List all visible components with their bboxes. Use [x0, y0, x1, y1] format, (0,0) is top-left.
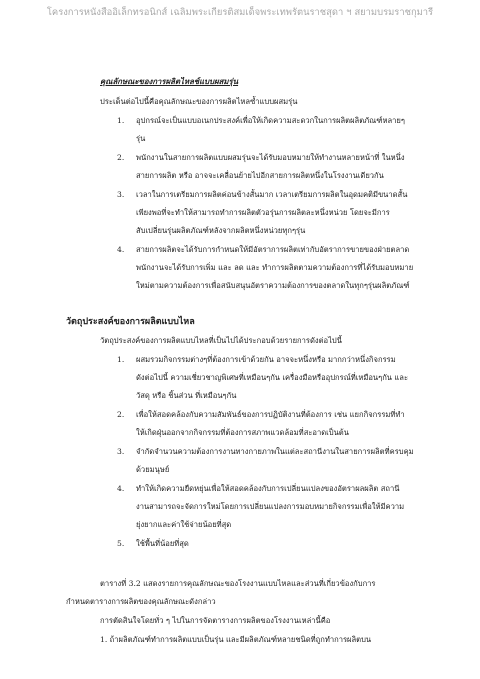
- page-header: โครงการหนังสืออิเล็กทรอนิกส์ เฉลิมพระเกียรติสมเด็จพระเทพรัตนราชสุดา ฯ สยามบรมราชกุมารี: [46, 7, 434, 18]
- paragraph4: การตัดสินใจโดยทั่ว ๆ ไปในการจัดตารางการผลิตของโรงงานเหล่านี้คือ: [100, 616, 331, 625]
- section2-item5-number: 5.: [117, 539, 125, 548]
- section1-item4-line2: พนักงานจะได้รับการเพิ่ม และ ลด และ ทำการผลิตตามความต้องการที่ได้รับมอบหมาย: [136, 263, 414, 272]
- section1-heading: คุณลักษณะของการผลิตไหลช์แบบผสมรุ่น: [100, 77, 239, 86]
- section1-item1-line1: อุปกรณ์จะเป็นแบบอเนกประสงค์เพื่อให้เกิดความสะดวกในการผลิตผลิตภัณฑ์หลายๆ: [136, 116, 405, 125]
- section2-item4-line3: ยุ่งยากและค่าใช้จ่ายน้อยที่สุด: [136, 520, 232, 529]
- section1-item4-line1: สายการผลิตจะได้รับการกำหนดให้มีอัตราการผลิตเท่ากับอัตราการขายของฝ่ายตลาด: [136, 245, 410, 254]
- section2-item2-line1: เพื่อให้สอดคล้องกับความสัมพันธ์ของการปฏิบัติงานที่ต้องการ เช่น แยกกิจกรรมที่ทำ: [136, 410, 405, 419]
- section2-item1-number: 1.: [117, 355, 125, 364]
- paragraph5: 1. ถ้าผลิตภัณฑ์ทำการผลิตแบบเป็นรุ่น และมีผลิตภัณฑ์หลายชนิดที่ถูกทำการผลิตบน: [100, 635, 372, 644]
- section2-item1-line2: ดังต่อไปนี้ ความเชี่ยวชาญพิเศษที่เหมือนๆกัน เครื่องมือหรืออุปกรณ์ที่เหมือนๆกัน และ: [136, 373, 409, 382]
- paragraph3-line1: ตารางที่ 3.2 แสดงรายการคุณลักษณะของโรงงานแบบไหลและส่วนที่เกี่ยวข้องกับการ: [100, 579, 376, 588]
- section1-item3-line3: สับเปลี่ยนรุ่นผลิตภัณฑ์หลังจากผลิตหนึ่งหน่วยทุกๆรุ่น: [136, 226, 306, 235]
- section1-item4-line3: ใหม่ตามความต้องการเพื่อสนับสนุนอัตราความต้องการของตลาดในทุกๆรุ่นผลิตภัณฑ์: [136, 281, 410, 290]
- section1-item2-number: 2.: [117, 153, 125, 162]
- section1-item2-line2: สายการผลิต หรือ อาจจะเคลื่อนย้ายไปอีกสายการผลิตหนึ่งในโรงงานเดียวกัน: [136, 171, 384, 180]
- section1-item2-line1: พนักงานในสายการผลิตแบบผสมรุ่นจะได้รับมอบหมายให้ทำงานหลายหน้าที่ ในหนึ่ง: [136, 153, 405, 162]
- section2-item3-number: 3.: [117, 447, 125, 456]
- section2-item3-line2: ด้วยมนุษย์: [136, 465, 170, 474]
- section2-item2-number: 2.: [117, 410, 125, 419]
- section1-item4-number: 4.: [117, 245, 125, 254]
- section2-item1-line3: วัสดุ หรือ ชิ้นส่วน ที่เหมือนๆกัน: [136, 391, 237, 400]
- section2-item5-line1: ใช้พื้นที่น้อยที่สุด: [136, 539, 189, 548]
- section2-item3-line1: จำกัดจำนวนความต้องการงานทางกายภาพในแต่ละสถานีงานในสายการผลิตที่ครบคุม: [136, 447, 414, 456]
- section1-item3-number: 3.: [117, 190, 125, 199]
- section2-item1-line1: ผสมรวมกิจกรรมต่างๆที่ต้องการเข้าด้วยกัน อาจจะหนึ่งหรือ มากกว่าหนึ่งกิจกรรม: [136, 355, 396, 364]
- section2-item4-line1: ทำให้เกิดความยืดหยุ่นเพื่อให้สอดคล้องกับการเปลี่ยนแปลงของอัตราผลผลิต สถานี: [136, 484, 400, 493]
- section2-heading: วัตถุประสงค์ของการผลิตแบบไหล: [66, 317, 195, 327]
- section2-intro: วัตถุประสงค์ของการผลิตแบบไหลที่เป็นไปได้ประกอบด้วยรายการดังต่อไปนี้: [100, 336, 342, 345]
- section1-intro: ประเด็นต่อไปนี้คือคุณลักษณะของการผลิตไหลซ้ำแบบผสมรุ่น: [100, 97, 298, 106]
- paragraph3-line2: กำหนดตารางการผลิตของคุณลักษณะดังกล่าว: [66, 597, 216, 606]
- section2-item4-line2: งานสามารถจะจัดการใหม่โดยการเปลี่ยนแปลงการมอบหมายกิจกรรมเพื่อให้มีความ: [136, 502, 405, 511]
- section1-item1-number: 1.: [117, 116, 125, 125]
- section1-item3-line1: เวลาในการเตรียมการผลิตค่อนข้างสั้นมาก เวลาเตรียมการผลิตในอุดมคติมีขนาดสั้น: [136, 190, 408, 199]
- section1-item1-line2: รุ่น: [136, 134, 146, 143]
- section2-item4-number: 4.: [117, 484, 125, 493]
- section2-item2-line2: ให้เกิดฝุ่นออกจากกิจกรรมที่ต้องการสภาพแวดล้อมที่สะอาดเป็นต้น: [136, 428, 349, 437]
- section1-item3-line2: เพียงพอที่จะทำให้สามารถทำการผลิตตัวอรุ่นการผลิตละหนึ่งหน่วย โดยจะมีการ: [136, 208, 390, 217]
